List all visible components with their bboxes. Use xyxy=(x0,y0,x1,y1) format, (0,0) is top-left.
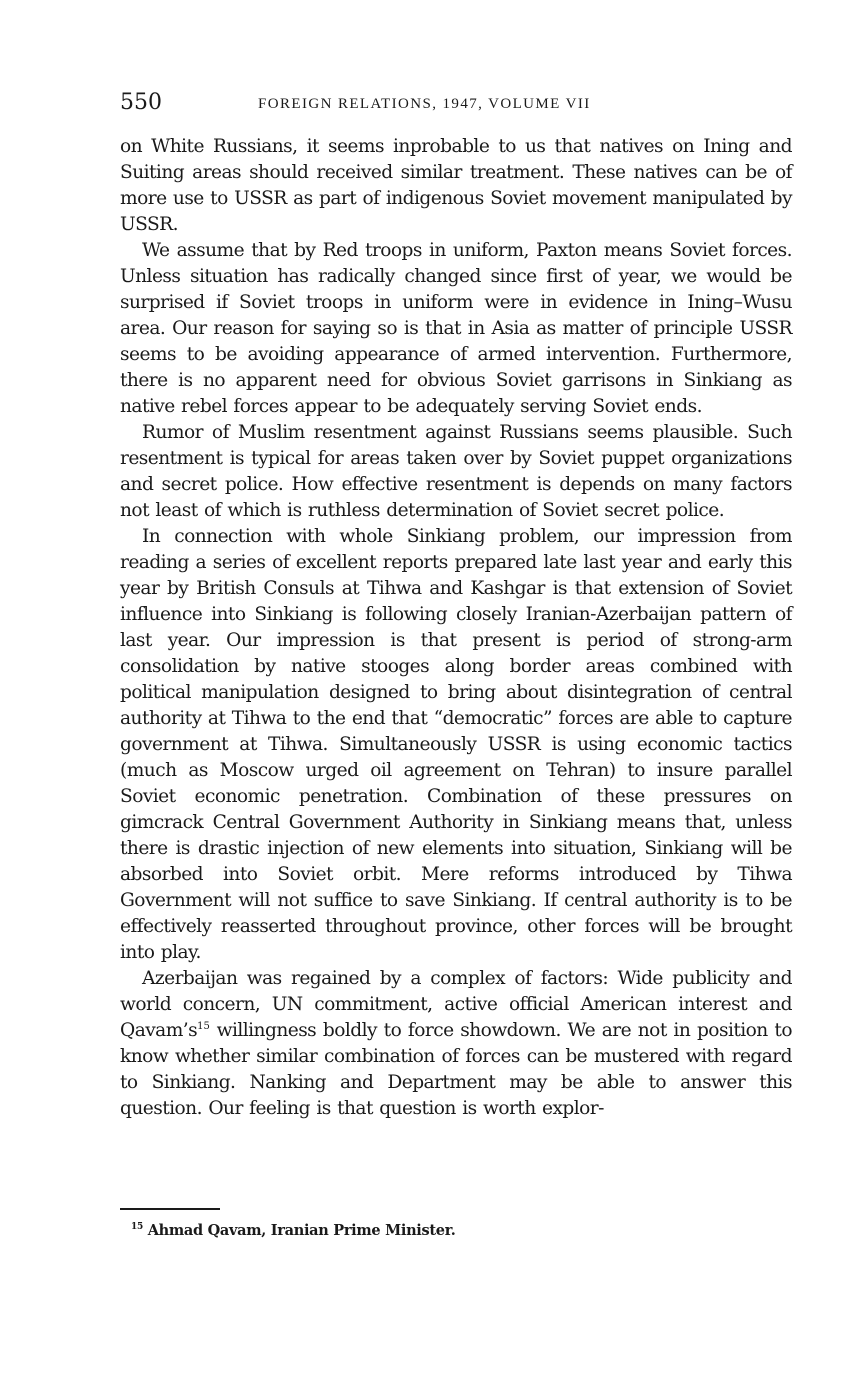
paragraph-azerbaijan-text-start: Azerbaijan was regained by a complex of factors: Wide publicity and world concern, UN commitment, active official American interest and Qavam’s xyxy=(120,968,792,1041)
footnote-number: 15 xyxy=(131,1222,143,1233)
body-text xyxy=(120,134,792,1122)
footnote-reference: 15 xyxy=(197,1020,210,1032)
footnote xyxy=(131,1220,455,1242)
paragraph-muslim-resentment: Rumor of Muslim resentment against Russians seems plausible. Such resentment is typical for areas taken over by Soviet puppet organizations and secret police. How effective resentment is depends on many factors not least of which is ruthless determination of Soviet secret police. xyxy=(120,422,792,521)
running-head-title: FOREIGN RELATIONS, 1947, VOLUME VII xyxy=(258,96,591,112)
footnote-text: Ahmad Qavam, Iranian Prime Minister. xyxy=(147,1222,456,1239)
paragraph-sinkiang-problem: In connection with whole Sinkiang problem, our impression from reading a series of excellent reports prepared late last year and early this year by British Consuls at Tihwa and Kashgar is that extension of Soviet influence into Sinkiang is following closely Iranian-Azerbaijan pattern of last year. Our impression is that present is period of strong-arm consolidation by native stooges along border areas combined with political manipulation designed to bring about disintegration of central authority at Tihwa to the end that “democratic” forces are able to capture government at Tihwa. Simultaneously USSR is using economic tactics (much as Moscow urged oil agreement on Tehran) to insure parallel Soviet economic penetration. Combination of these pressures on gimcrack Central Government Authority in Sinkiang means that, unless there is drastic injection of new elements into situation, Sinkiang will be absorbed into Soviet orbit. Mere reforms introduced by Tihwa Government will not suffice to save Sinkiang. If central authority is to be effectively reasserted throughout province, other forces will be brought into play. xyxy=(120,526,792,963)
paragraph-red-troops: We assume that by Red troops in uniform, Paxton means Soviet forces. Unless situation has radically changed since first of year, we would be surprised if Soviet troops in uniform were in evidence in Ining–Wusu area. Our reason for saying so is that in Asia as matter of principle USSR seems to be avoiding appearance of armed intervention. Furthermore, there is no apparent need for obvious Soviet garrisons in Sinkiang as native rebel forces appear to be adequately serving Soviet ends. xyxy=(120,240,792,417)
page-number: 550 xyxy=(120,90,162,115)
running-head xyxy=(120,88,792,118)
footnote-divider xyxy=(120,1208,220,1210)
paragraph-continuation: on White Russians, it seems inprobable to us that natives on Ining and Suiting areas should received similar treatment. These natives can be of more use to USSR as part of indigenous Soviet movement manipulated by USSR. xyxy=(120,136,792,235)
paragraph-azerbaijan-text-end: willingness boldly to force showdown. We are not in position to know whether similar combination of forces can be mustered with regard to Sinkiang. Nanking and Department may be able to answer this question. Our feeling is that question is worth explor- xyxy=(120,1020,792,1119)
paragraph-azerbaijan xyxy=(120,966,792,1122)
